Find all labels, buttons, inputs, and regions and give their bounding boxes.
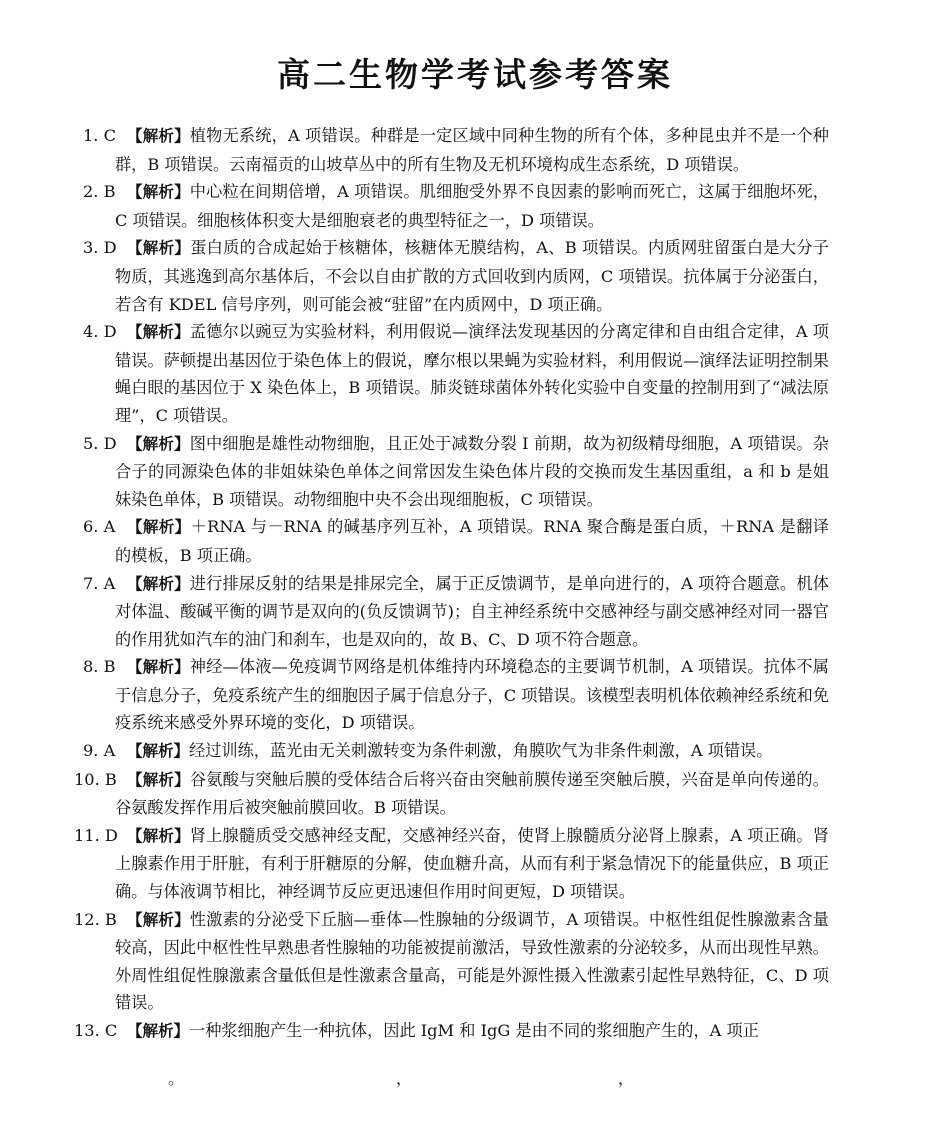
answer-number: 3. D — [83, 238, 117, 258]
cutoff-mark: ， — [396, 1069, 413, 1088]
answer-number: 1. C — [83, 126, 116, 145]
answer-text: 蛋白质的合成起始于核糖体，核糖体无膜结构，A、B 项错误。内质网驻留蛋白是大分子物质，其逃逸到高尔基体后，不会以自由扩散的方式回收到内质网，C 项错误。抗体属于分泌蛋白，若含有 KDEL 信号序列，则可能会被“驻留”在内质网中，D 项正确。 — [115, 238, 829, 314]
answer-number: 8. B — [83, 657, 116, 677]
answer-number: 13. C — [74, 1021, 118, 1040]
analysis-tag: 【解析】 — [127, 183, 190, 202]
answer-text: 中心粒在间期倍增，A 项错误。肌细胞受外界不良因素的影响而死亡，这属于细胞坏死，C 项错误。细胞核体积变大是细胞衰老的典型特征之一，D 项错误。 — [115, 182, 829, 230]
analysis-tag: 【解析】 — [127, 658, 190, 677]
answer-number: 6. A — [83, 517, 116, 537]
answer-item-12 — [74, 906, 829, 1017]
answer-item-7 — [83, 570, 829, 654]
answer-text: 进行排尿反射的结果是排尿完全，属于正反馈调节，是单向进行的，A 项符合题意。机体对体温、酸碱平衡的调节是双向的(负反馈调节)；自主神经系统中交感神经与副交感神经对同一器官的作用犹如汽车的油门和刹车，也是双向的，故 B、C、D 项不符合题意。 — [115, 573, 829, 649]
answer-text: 肾上腺髓质受交感神经支配，交感神经兴奋，使肾上腺髓质分泌肾上腺素，A 项正确。肾上腺素作用于肝脏，有利于肝糖原的分解，使血糖升高，从而有利于紧急情况下的能量供应，B 项正确。与体液调节相比，神经调节反应更迅速但作用时间更短，D 项错误。 — [115, 825, 829, 902]
answer-number: 10. B — [74, 769, 117, 789]
answer-number: 7. A — [83, 573, 116, 593]
answer-text: 一种浆细胞产生一种抗体，因此 IgM 和 IgG 是由不同的浆细胞产生的，A 项正 — [189, 1021, 759, 1040]
answer-text: ＋RNA 与－RNA 的碱基序列互补，A 项错误。RNA 聚合酶是蛋白质，＋RNA 是翻译的模板，B 项正确。 — [115, 517, 829, 565]
answer-item-3 — [83, 234, 829, 318]
analysis-tag: 【解析】 — [127, 742, 190, 761]
answer-list — [74, 122, 829, 1046]
answer-text: 经过训练，蓝光由无关刺激转变为条件刺激，角膜吹气为非条件刺激，A 项错误。 — [189, 741, 773, 761]
answer-number: 9. A — [83, 741, 116, 761]
answer-item-1 — [83, 122, 829, 178]
answer-number: 11. D — [74, 825, 118, 845]
analysis-tag: 【解析】 — [127, 770, 190, 789]
answer-item-11 — [74, 822, 829, 906]
analysis-tag: 【解析】 — [127, 518, 191, 537]
cutoff-line — [0, 1066, 950, 1086]
answer-item-6 — [83, 513, 829, 569]
answer-text: 孟德尔以豌豆为实验材料，利用假说—演绎法发现基因的分离定律和自由组合定律，A 项错误。萨顿提出基因位于染色体上的假说，摩尔根以果蝇为实验材料，利用假说—演绎法证明控制果蝇白眼的基因位于 X 染色体上，B 项错误。肺炎链球菌体外转化实验中自变量的控制用到了“减法原理”，C 项错误。 — [115, 322, 829, 425]
answer-item-5 — [83, 430, 829, 514]
analysis-tag: 【解析】 — [127, 826, 190, 845]
answer-text: 神经—体液—免疫调节网络是机体维持内环境稳态的主要调节机制，A 项错误。抗体不属于信息分子，免疫系统产生的细胞因子属于信息分子，C 项错误。该模型表明机体依赖神经系统和免疫系统来感受外界环境的变化，D 项错误。 — [115, 657, 829, 733]
analysis-tag: 【解析】 — [127, 910, 190, 929]
answer-item-4 — [83, 318, 829, 429]
analysis-tag: 【解析】 — [127, 127, 190, 145]
cutoff-mark: ， — [618, 1069, 635, 1088]
answer-item-8 — [83, 653, 829, 737]
answer-item-2 — [83, 178, 829, 234]
analysis-tag: 【解析】 — [127, 239, 191, 258]
cutoff-mark: 。 — [168, 1069, 185, 1088]
analysis-tag: 【解析】 — [127, 1022, 190, 1040]
answer-item-10 — [74, 766, 829, 822]
answer-item-9 — [83, 737, 829, 766]
answer-text: 性激素的分泌受下丘脑—垂体—性腺轴的分级调节，A 项错误。中枢性组促性腺激素含量较高，因此中枢性性早熟患者性腺轴的功能被提前激活，导致性激素的分泌较多，从而出现性早熟。外周性组促性腺激素含量低但是性激素含量高，可能是外源性摄入性激素引起性早熟特征，C、D 项错误。 — [115, 909, 829, 1013]
answer-number: 12. B — [74, 909, 117, 929]
analysis-tag: 【解析】 — [127, 434, 190, 453]
answer-text: 谷氨酸与突触后膜的受体结合后将兴奋由突触前膜传递至突触后膜，兴奋是单向传递的。谷氨酸发挥作用后被突触前膜回收。B 项错误。 — [115, 769, 829, 818]
analysis-tag: 【解析】 — [127, 323, 190, 342]
answer-text: 植物无系统，A 项错误。种群是一定区域中同种生物的所有个体，多种昆虫并不是一个种群，B 项错误。云南福贡的山坡草丛中的所有生物及无机环境构成生态系统，D 项错误。 — [115, 126, 829, 174]
answer-text: 图中细胞是雄性动物细胞，且正处于减数分裂 Ⅰ 前期，故为初级精母细胞，A 项错误。杂合子的同源染色体的非姐妹染色单体之间常因发生染色体片段的交换而发生基因重组，a 和 b 是姐妹染色单体，B 项错误。动物细胞中央不会出现细胞板，C 项错误。 — [115, 433, 829, 509]
answer-number: 5. D — [83, 433, 117, 453]
answer-number: 2. B — [83, 182, 116, 202]
answer-item-13 — [74, 1017, 829, 1046]
page-title: 高二生物学考试参考答案 — [277, 55, 673, 94]
analysis-tag: 【解析】 — [127, 574, 190, 593]
answer-number: 4. D — [83, 322, 117, 342]
